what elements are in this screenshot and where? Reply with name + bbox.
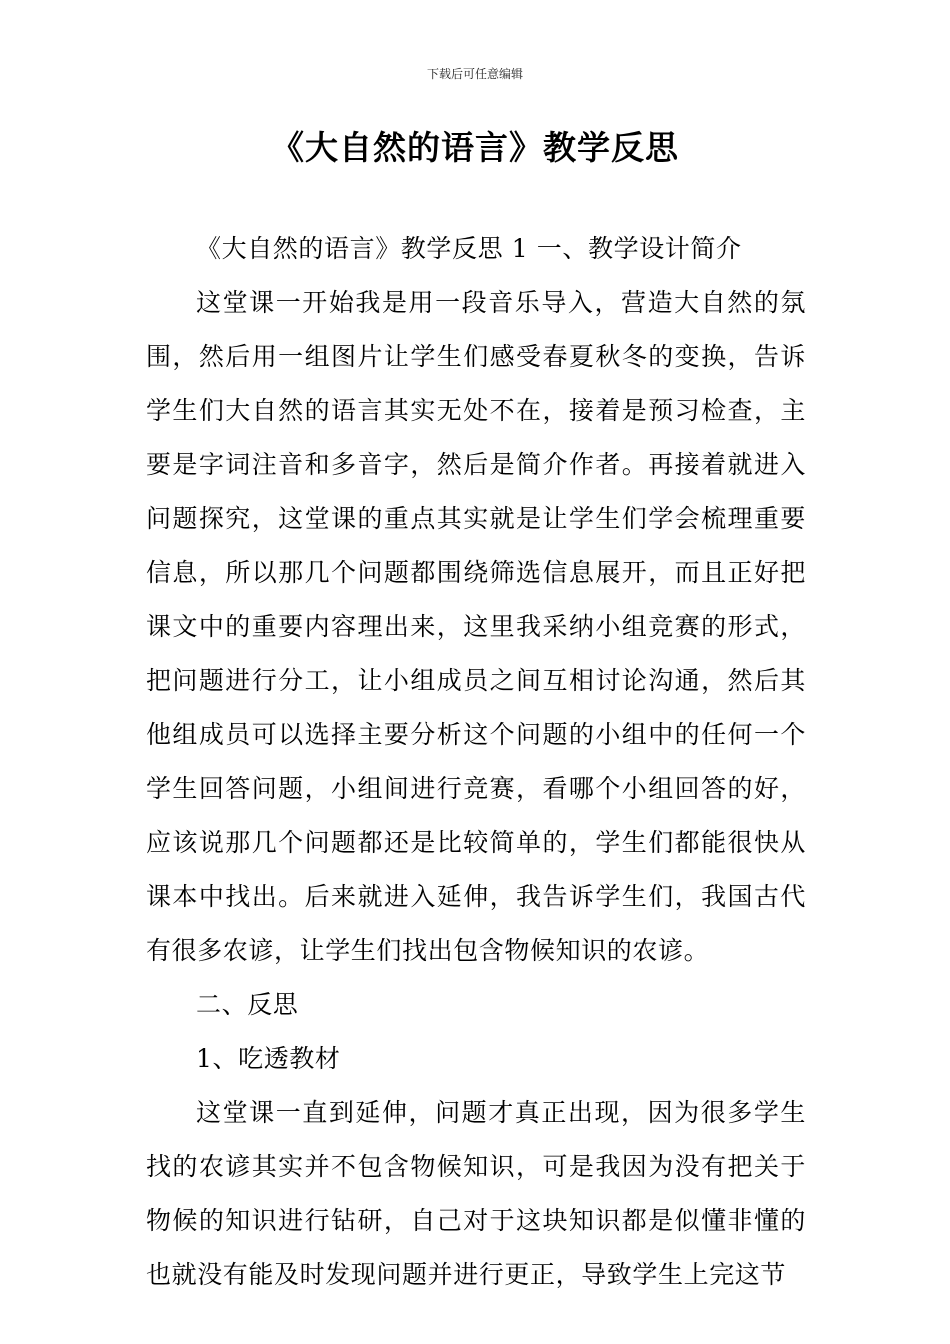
paragraph-reflection: 这堂课一直到延伸，问题才真正出现，因为很多学生找的农谚其实并不包含物候知识，可是我因为没有把关于物候的知识进行钻研，自己对于这块知识都是似懂非懂的也就没有能及时发现问题并进行更正，导致学生上完这节 (146, 1098, 806, 1289)
paragraph-subheading-1: 1、吃透教材 (196, 1044, 341, 1073)
document-title: 《大自然的语言》教学反思 (271, 128, 679, 167)
header-note: 下载后可任意编辑 (426, 67, 523, 81)
paragraph-teaching-design: 这堂课一开始我是用一段音乐导入，营造大自然的氛围，然后用一组图片让学生们感受春夏秋冬的变换，告诉学生们大自然的语言其实无处不在，接着是预习检查，主要是字词注音和多音字，然后是简介作者。再接着就进入问题探究，这堂课的重点其实就是让学生们学会梳理重要信息，所以那几个问题都围绕筛选信息展开，而且正好把课文中的重要内容理出来，这里我采纳小组竞赛的形式，把问题进行分工，让小组成员之间互相讨论沟通，然后其他组成员可以选择主要分析这个问题的小组中的任何一个学生回答问题，小组间进行竞赛，看哪个小组回答的好，应该说那几个问题都还是比较简单的，学生们都能很快从课本中找出。后来就进入延伸，我告诉学生们，我国古代有很多农谚，让学生们找出包含物候知识的农谚。 (146, 288, 806, 965)
paragraph-section-heading-1: 《大自然的语言》教学反思 1 一、教学设计简介 (196, 234, 742, 263)
document-body (146, 222, 806, 1302)
paragraph-section-heading-2: 二、反思 (196, 990, 299, 1019)
